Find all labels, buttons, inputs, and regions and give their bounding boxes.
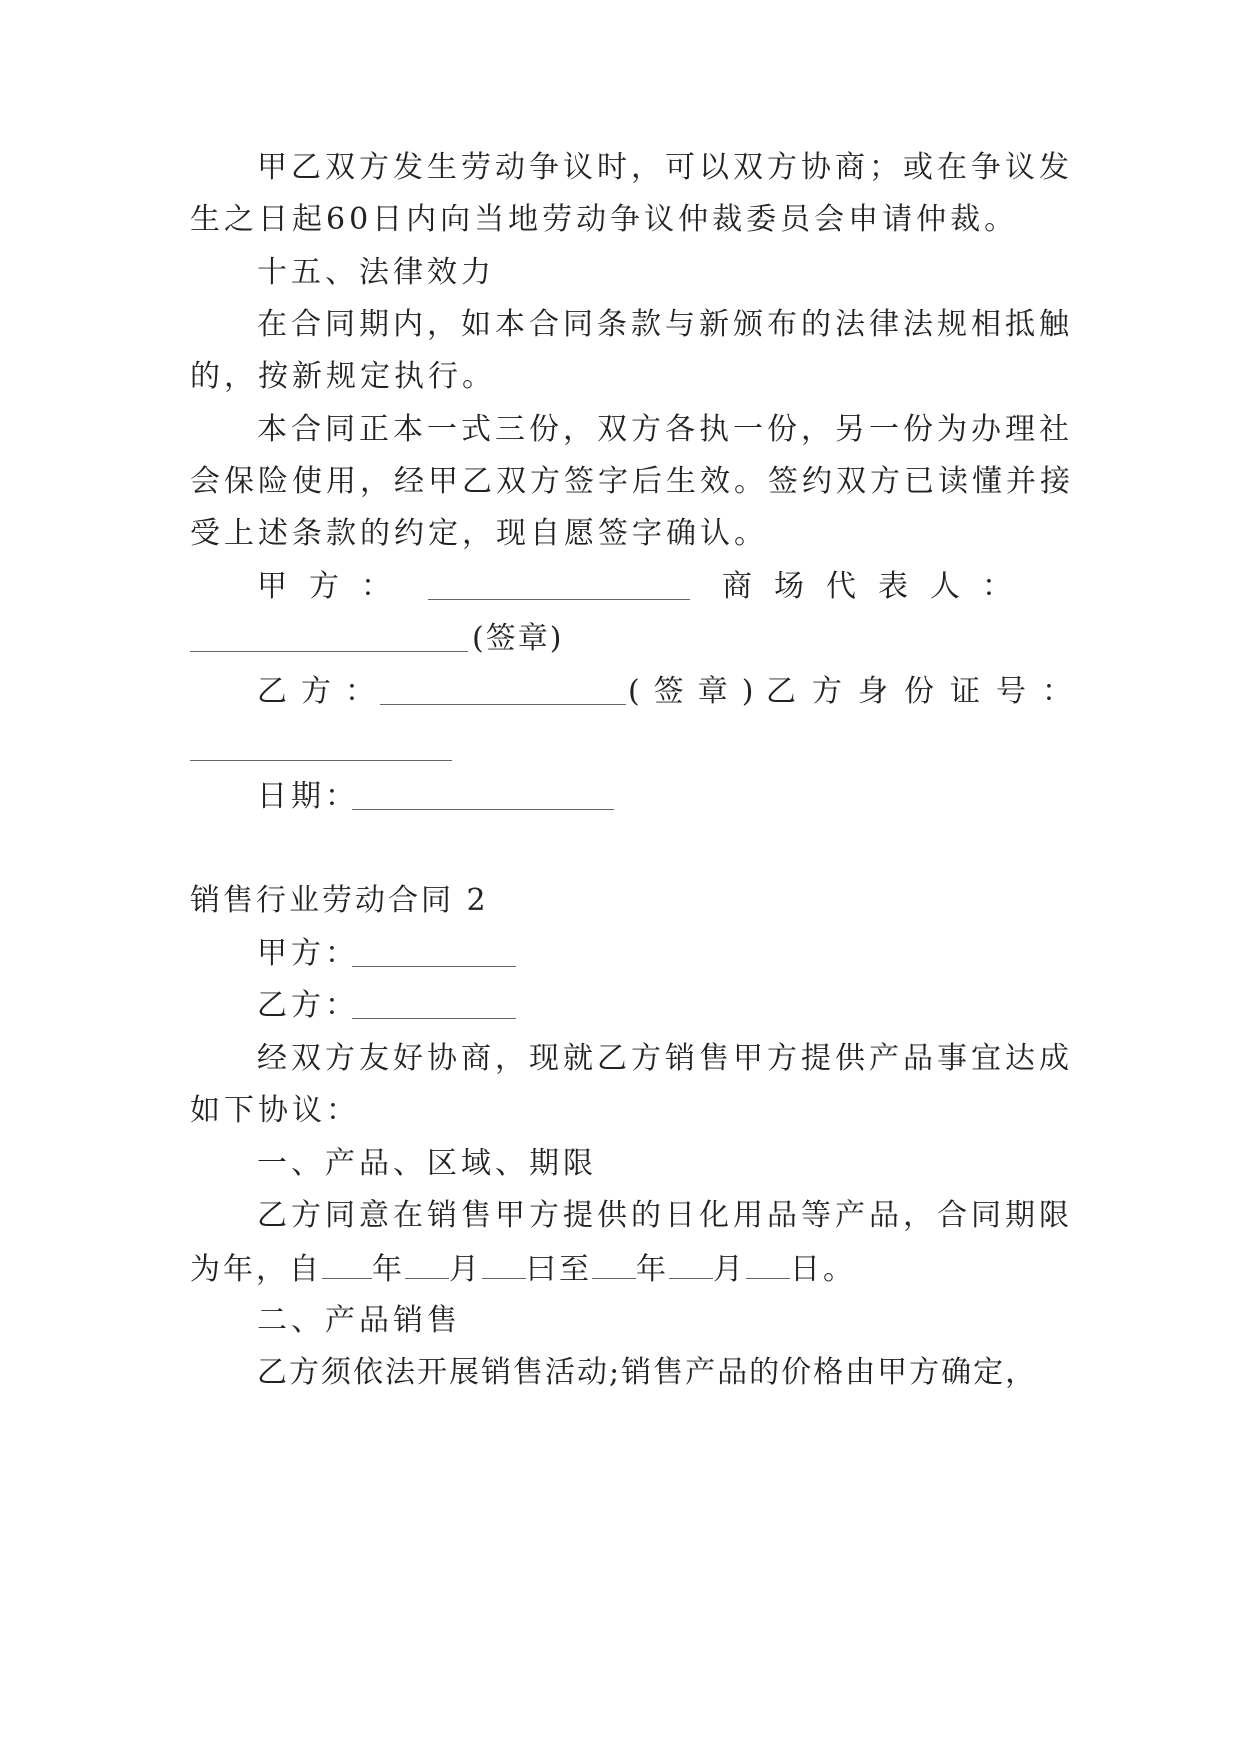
signature-blank — [380, 704, 626, 705]
paragraph-line: 甲乙双方发生劳动争议时，可以双方协商；或在争议发 — [257, 150, 1073, 185]
paragraph-line: 的，按新规定执行。 — [190, 359, 496, 394]
signature-blank — [190, 760, 452, 761]
paragraph-line: 如下协议： — [190, 1093, 360, 1128]
period-text: 曰至 — [526, 1252, 592, 1287]
party-a-label: 甲方： — [257, 936, 359, 971]
period-text: 月 — [713, 1252, 746, 1287]
section-heading: 十五、法律效力 — [257, 255, 495, 290]
paragraph-line: 本合同正本一式三份，双方各执一份，另一份为办理社 — [257, 412, 1073, 447]
month-blank — [405, 1248, 449, 1279]
day-blank — [746, 1248, 790, 1279]
party-a-blank — [352, 966, 516, 967]
period-text: 年 — [636, 1252, 669, 1287]
date-label: 日期： — [257, 779, 359, 814]
section-heading: 二、产品销售 — [257, 1303, 461, 1338]
seal-label: (签章) — [472, 621, 564, 656]
period-text: 月 — [449, 1252, 482, 1287]
period-text: 日。 — [790, 1252, 856, 1287]
contract-period-line — [190, 1248, 1050, 1290]
signature-blank — [428, 599, 690, 600]
paragraph-line: 生之日起60日内向当地劳动争议仲裁委员会申请仲裁。 — [190, 202, 1019, 237]
signature-party-a — [257, 567, 697, 607]
paragraph-line: 受上述条款的约定，现自愿签字确认。 — [190, 516, 768, 551]
signature-blank — [190, 651, 468, 652]
id-number-label: 乙方身份证号： — [766, 674, 1088, 709]
signature-party-b-label: 乙方： — [257, 674, 389, 709]
party-b-label: 乙方： — [257, 988, 359, 1023]
paragraph-line: 乙方同意在销售甲方提供的日化用品等产品，合同期限 — [257, 1198, 1073, 1233]
period-text: 为年，自 — [190, 1252, 322, 1287]
party-b-blank — [352, 1018, 516, 1019]
signature-representative-label: 商场代表人： — [722, 569, 1034, 604]
month-blank — [669, 1248, 713, 1279]
year-blank — [592, 1248, 636, 1279]
year-blank — [322, 1248, 372, 1279]
period-text: 年 — [372, 1252, 405, 1287]
signature-label: 甲方： — [257, 569, 413, 604]
paragraph-line: 会保险使用，经甲乙双方签字后生效。签约双方已读懂并接 — [190, 464, 1074, 499]
paragraph-line: 乙方须依法开展销售活动;销售产品的价格由甲方确定， — [257, 1355, 1038, 1390]
contract-title: 销售行业劳动合同 2 — [190, 883, 489, 918]
seal-label: (签章) — [628, 674, 768, 709]
day-blank — [482, 1248, 526, 1279]
section-heading: 一、产品、区域、期限 — [257, 1146, 597, 1181]
paragraph-line: 经双方友好协商，现就乙方销售甲方提供产品事宜达成 — [257, 1041, 1073, 1076]
paragraph-line: 在合同期内，如本合同条款与新颁布的法律法规相抵触 — [257, 307, 1073, 342]
date-blank — [352, 809, 614, 810]
